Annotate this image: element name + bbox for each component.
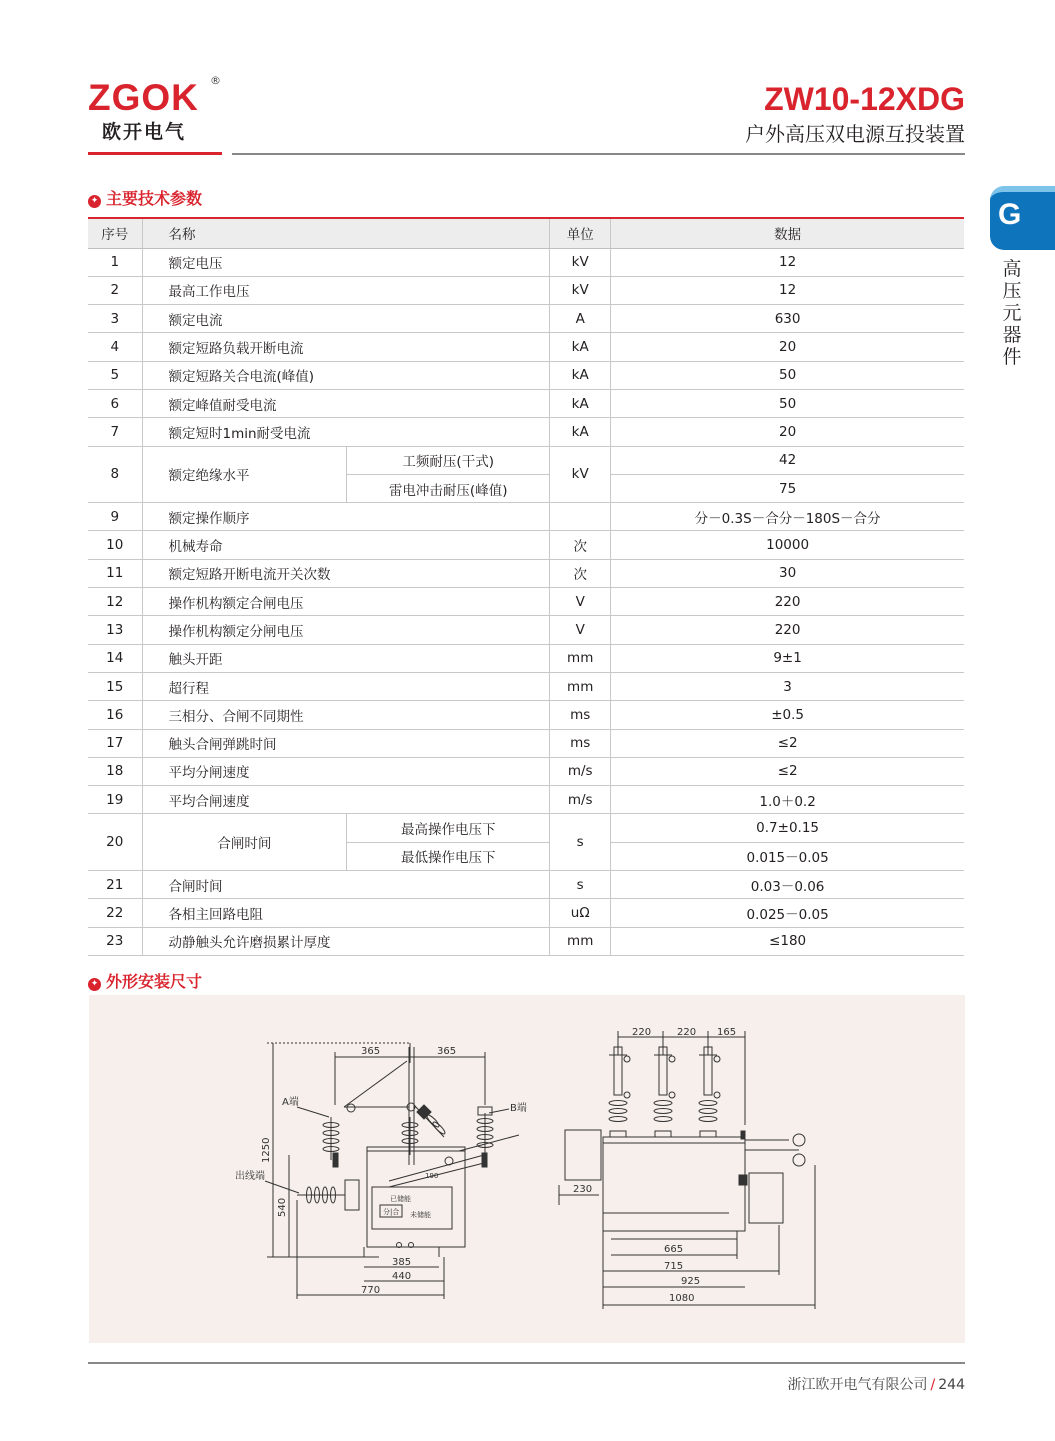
cell-no: 3: [88, 305, 142, 333]
cell-value: ≤180: [611, 927, 964, 955]
cell-unit: mm: [550, 927, 611, 955]
page-footer: [788, 1374, 965, 1394]
cell-value: 0.03－0.06: [611, 871, 964, 899]
header-rule-red: [88, 152, 222, 155]
spec-section-title: [88, 186, 202, 209]
table-row: [88, 248, 964, 276]
cell-name: 额定操作顺序: [142, 503, 550, 531]
cell-value: ≤2: [611, 729, 964, 757]
cell-no: 6: [88, 389, 142, 417]
dim-bottom-715: 715: [664, 1261, 684, 1272]
table-row: [88, 786, 964, 814]
dim-top-365-b: 365: [437, 1046, 457, 1057]
table-row: [88, 927, 964, 955]
table-row: [88, 701, 964, 729]
table-row: [88, 616, 964, 644]
cell-name: 触头合闸弹跳时间: [142, 729, 550, 757]
cell-unit: kV: [550, 276, 611, 304]
dim-top-220-a: 220: [632, 1027, 652, 1038]
cell-value: 50: [611, 361, 964, 389]
dimension-drawings: [89, 995, 965, 1343]
cell-unit: V: [550, 588, 611, 616]
cell-unit: 次: [550, 531, 611, 559]
cell-no: 5: [88, 361, 142, 389]
company-logo: [88, 74, 228, 144]
cell-unit: kA: [550, 333, 611, 361]
cell-name: 操作机构额定合闸电压: [142, 588, 550, 616]
cell-name: 合闸时间: [142, 814, 347, 871]
table-row: [88, 276, 964, 304]
cell-value: 9±1: [611, 644, 964, 672]
cell-name: 额定电流: [142, 305, 550, 333]
cell-name: 额定短时1min耐受电流: [142, 418, 550, 446]
cell-no: 19: [88, 786, 142, 814]
pole-insulators: [609, 1047, 720, 1137]
cell-value: 0.015－0.05: [611, 842, 964, 870]
cell-no: 9: [88, 503, 142, 531]
dim-top-165: 165: [717, 1027, 737, 1038]
cell-unit: uΩ: [550, 899, 611, 927]
cell-value: 75: [611, 474, 964, 502]
cell-name: 触头开距: [142, 644, 550, 672]
logo-chinese-name: 欧开电气: [102, 121, 187, 143]
side-view-drawing: [235, 1043, 527, 1299]
cell-value: 42: [611, 446, 964, 474]
cell-no: 4: [88, 333, 142, 361]
table-row: [88, 588, 964, 616]
dim-bottom-440: 440: [392, 1271, 412, 1282]
cell-sub-label: 最低操作电压下: [347, 842, 550, 870]
header-rule-gray: [232, 153, 965, 155]
registered-mark: ®: [210, 74, 221, 87]
cell-name: 最高工作电压: [142, 276, 550, 304]
cell-unit: ms: [550, 701, 611, 729]
cell-name: 平均分闸速度: [142, 757, 550, 785]
cell-name: 额定电压: [142, 248, 550, 276]
star-bullet-icon: ✦: [88, 978, 101, 991]
cell-no: 13: [88, 616, 142, 644]
cell-name: 操作机构额定分闸电压: [142, 616, 550, 644]
cell-value: ≤2: [611, 757, 964, 785]
table-row: [88, 672, 964, 700]
category-label: 高 压 元 器 件: [1002, 258, 1022, 368]
spec-table: [88, 217, 964, 956]
cell-unit: s: [550, 871, 611, 899]
cell-name: 额定短路开断电流开关次数: [142, 559, 550, 587]
cell-value: 12: [611, 276, 964, 304]
table-row: [88, 389, 964, 417]
cell-value: 1.0＋0.2: [611, 786, 964, 814]
label-b-terminal: B端: [510, 1103, 527, 1114]
cell-no: 8: [88, 446, 142, 503]
dim-height-540: 540: [277, 1197, 288, 1217]
footer-rule: [88, 1362, 965, 1364]
spec-table-header-row: [88, 218, 964, 248]
table-row: [88, 333, 964, 361]
cell-unit: mm: [550, 644, 611, 672]
cell-value: 0.025－0.05: [611, 899, 964, 927]
label-open-close: 分|合: [383, 1208, 400, 1216]
cell-value: 20: [611, 418, 964, 446]
cell-unit: [550, 503, 611, 531]
cell-value: 0.7±0.15: [611, 814, 964, 842]
cell-sub-label: 雷电冲击耐压(峰值): [347, 474, 550, 502]
table-row: [88, 729, 964, 757]
dim-top-220-b: 220: [677, 1027, 697, 1038]
header-name: 名称: [142, 218, 550, 248]
cell-unit: A: [550, 305, 611, 333]
dim-top-365-a: 365: [361, 1046, 381, 1057]
cell-value: 10000: [611, 531, 964, 559]
cell-no: 10: [88, 531, 142, 559]
insulator-b: [477, 1107, 493, 1160]
cell-no: 20: [88, 814, 142, 871]
dim-section-title-text: 外形安装尺寸: [106, 972, 203, 991]
model-heading: [745, 82, 965, 147]
star-bullet-icon: ✦: [88, 195, 101, 208]
label-unstored: 未储能: [410, 1211, 431, 1219]
footer-company: 浙江欧开电气有限公司: [787, 1377, 928, 1393]
cell-value: 12: [611, 248, 964, 276]
dim-bottom-1080: 1080: [669, 1293, 695, 1304]
header-no: 序号: [88, 218, 142, 248]
cell-value: 220: [611, 588, 964, 616]
dim-bottom-925: 925: [681, 1276, 701, 1287]
insulator-mid: [402, 1117, 418, 1155]
dim-height-1250: 1250: [261, 1137, 272, 1163]
header-unit: 单位: [550, 218, 611, 248]
cell-name: 合闸时间: [142, 871, 550, 899]
footer-slash: /: [930, 1377, 936, 1393]
table-row: [88, 559, 964, 587]
table-row: [88, 899, 964, 927]
table-row: [88, 305, 964, 333]
cell-name: 超行程: [142, 672, 550, 700]
cell-no: 2: [88, 276, 142, 304]
table-row: [88, 757, 964, 785]
cell-no: 1: [88, 248, 142, 276]
cell-value: 630: [611, 305, 964, 333]
cell-no: 22: [88, 899, 142, 927]
spec-section-title-text: 主要技术参数: [106, 189, 203, 208]
cell-unit: kV: [550, 446, 611, 503]
dim-section-title: [88, 969, 202, 992]
cell-no: 16: [88, 701, 142, 729]
cell-name: 额定短路负载开断电流: [142, 333, 550, 361]
dim-bottom-385: 385: [392, 1257, 412, 1268]
cell-value: 分－0.3S－合分－180S－合分: [611, 503, 964, 531]
cell-unit: mm: [550, 672, 611, 700]
page-number: 244: [938, 1377, 965, 1393]
dim-side-230: 230: [573, 1184, 593, 1195]
dimension-drawing-area: [89, 995, 965, 1343]
header-value: 数据: [611, 218, 964, 248]
table-row: [88, 871, 964, 899]
cell-name: 额定绝缘水平: [142, 446, 347, 503]
cell-unit: m/s: [550, 757, 611, 785]
cell-unit: kV: [550, 248, 611, 276]
cell-unit: V: [550, 616, 611, 644]
cell-sub-label: 工频耐压(干式): [347, 446, 550, 474]
dim-190: 190: [425, 1172, 439, 1180]
cell-name: 动静触头允许磨损累计厚度: [142, 927, 550, 955]
cell-unit: kA: [550, 361, 611, 389]
front-view-drawing: [559, 1027, 815, 1309]
cell-unit: ms: [550, 729, 611, 757]
dim-bottom-665: 665: [664, 1244, 684, 1255]
cell-unit: 次: [550, 559, 611, 587]
cell-value: 50: [611, 389, 964, 417]
outlet-insulator: [297, 1180, 359, 1210]
table-row: [88, 503, 964, 531]
cell-unit: m/s: [550, 786, 611, 814]
category-letter: G: [998, 198, 1022, 231]
cell-no: 21: [88, 871, 142, 899]
cell-no: 18: [88, 757, 142, 785]
cell-value: 220: [611, 616, 964, 644]
model-code: ZW10-12XDG: [764, 81, 965, 117]
cell-no: 14: [88, 644, 142, 672]
category-tab: [990, 186, 1055, 250]
cell-name: 平均合闸速度: [142, 786, 550, 814]
cell-name: 机械寿命: [142, 531, 550, 559]
table-row: [88, 644, 964, 672]
cell-unit: kA: [550, 418, 611, 446]
table-row: [88, 814, 964, 842]
cell-name: 各相主回路电阻: [142, 899, 550, 927]
cell-unit: kA: [550, 389, 611, 417]
cell-name: 额定峰值耐受电流: [142, 389, 550, 417]
cell-no: 23: [88, 927, 142, 955]
cell-no: 15: [88, 672, 142, 700]
cell-value: 3: [611, 672, 964, 700]
cell-value: 30: [611, 559, 964, 587]
table-row: [88, 418, 964, 446]
cell-value: ±0.5: [611, 701, 964, 729]
label-stored: 已储能: [390, 1195, 411, 1203]
cell-value: 20: [611, 333, 964, 361]
label-a-terminal: A端: [282, 1097, 299, 1108]
logo-wordmark: ZGOK: [88, 77, 199, 118]
cell-no: 11: [88, 559, 142, 587]
table-row: [88, 531, 964, 559]
cell-name: 额定短路关合电流(峰值): [142, 361, 550, 389]
cell-no: 12: [88, 588, 142, 616]
label-outlet: 出线端: [235, 1171, 265, 1182]
model-name: 户外高压双电源互投装置: [745, 122, 965, 146]
cell-no: 17: [88, 729, 142, 757]
insulator-diagonal: [414, 1105, 446, 1137]
cell-sub-label: 最高操作电压下: [347, 814, 550, 842]
cell-name: 三相分、合闸不同期性: [142, 701, 550, 729]
table-row: [88, 446, 964, 474]
table-row: [88, 361, 964, 389]
cell-unit: s: [550, 814, 611, 871]
dim-bottom-770: 770: [361, 1285, 381, 1296]
cell-no: 7: [88, 418, 142, 446]
